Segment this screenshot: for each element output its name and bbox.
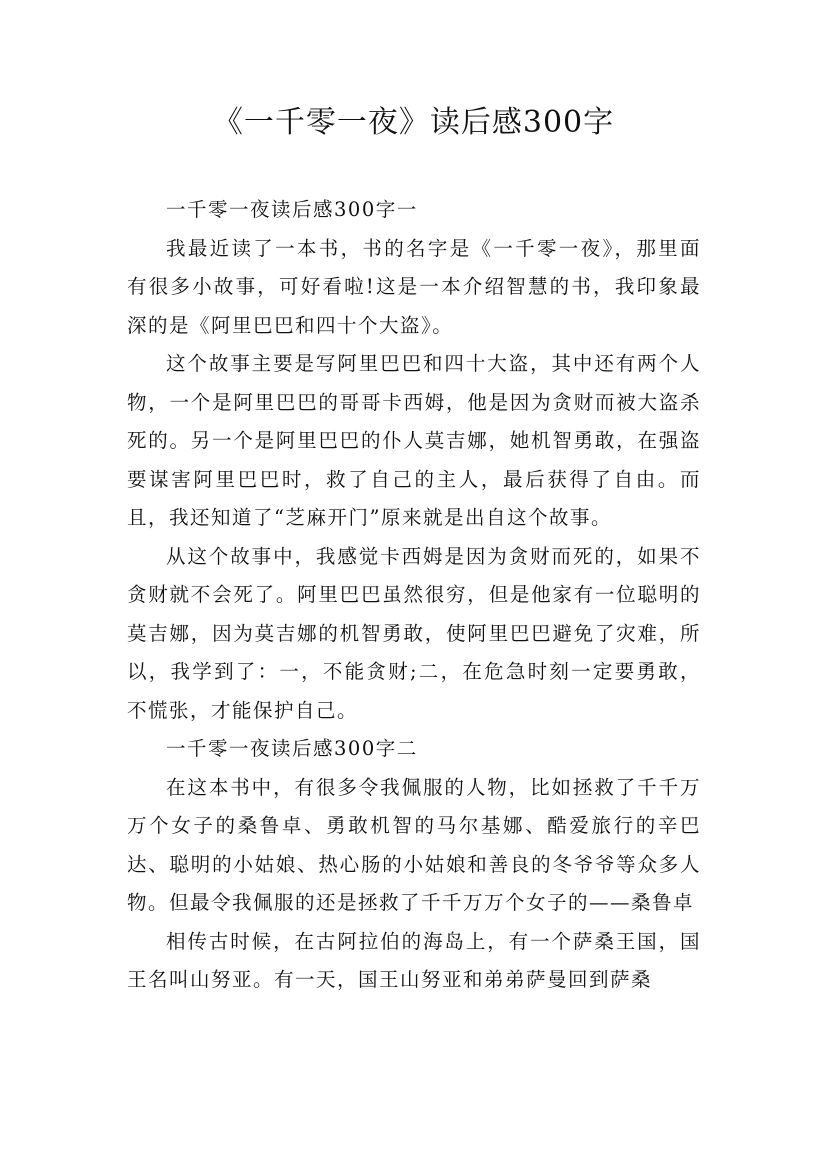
body-paragraph: 我最近读了一本书，书的名字是《一千零一夜》，那里面有很多小故事，可好看啦!这是一本介绍智慧的书，我印象最深的是《阿里巴巴和四十个大盗》。 bbox=[127, 236, 701, 337]
body-paragraph: 在这本书中，有很多令我佩服的人物，比如拯救了千千万万个女子的桑鲁卓、勇敢机智的马尔基娜、酷爱旅行的辛巴达、聪明的小姑娘、热心肠的小姑娘和善良的冬爷爷等众多人物。但最令我佩服的还是拯救了千千万万个女子的——桑鲁卓 bbox=[127, 775, 701, 914]
body-paragraph: 从这个故事中，我感觉卡西姆是因为贪财而死的，如果不贪财就不会死了。阿里巴巴虽然很穷，但是他家有一位聪明的莫吉娜，因为莫吉娜的机智勇敢，使阿里巴巴避免了灾难，所以，我学到了：一，不能贪财;二，在危急时刻一定要勇敢，不慌张，才能保护自己。 bbox=[127, 544, 701, 722]
section-heading-1: 一千零一夜读后感300字一 bbox=[166, 198, 418, 221]
body-paragraph: 相传古时候，在古阿拉伯的海岛上，有一个萨桑王国，国王名叫山努亚。有一天，国王山努亚和弟弟萨曼回到萨桑 bbox=[127, 929, 701, 991]
section-heading-2: 一千零一夜读后感300字二 bbox=[166, 737, 418, 760]
body-paragraph: 这个故事主要是写阿里巴巴和四十大盗，其中还有两个人物，一个是阿里巴巴的哥哥卡西姆，他是因为贪财而被大盗杀死的。另一个是阿里巴巴的仆人莫吉娜，她机智勇敢，在强盗要谋害阿里巴巴时，救了自己的主人，最后获得了自由。而且，我还知道了“芝麻开门”原来就是出自这个故事。 bbox=[127, 352, 701, 529]
document-title: 《一千零一夜》读后感300字 bbox=[212, 105, 615, 140]
document-body bbox=[127, 191, 701, 1000]
